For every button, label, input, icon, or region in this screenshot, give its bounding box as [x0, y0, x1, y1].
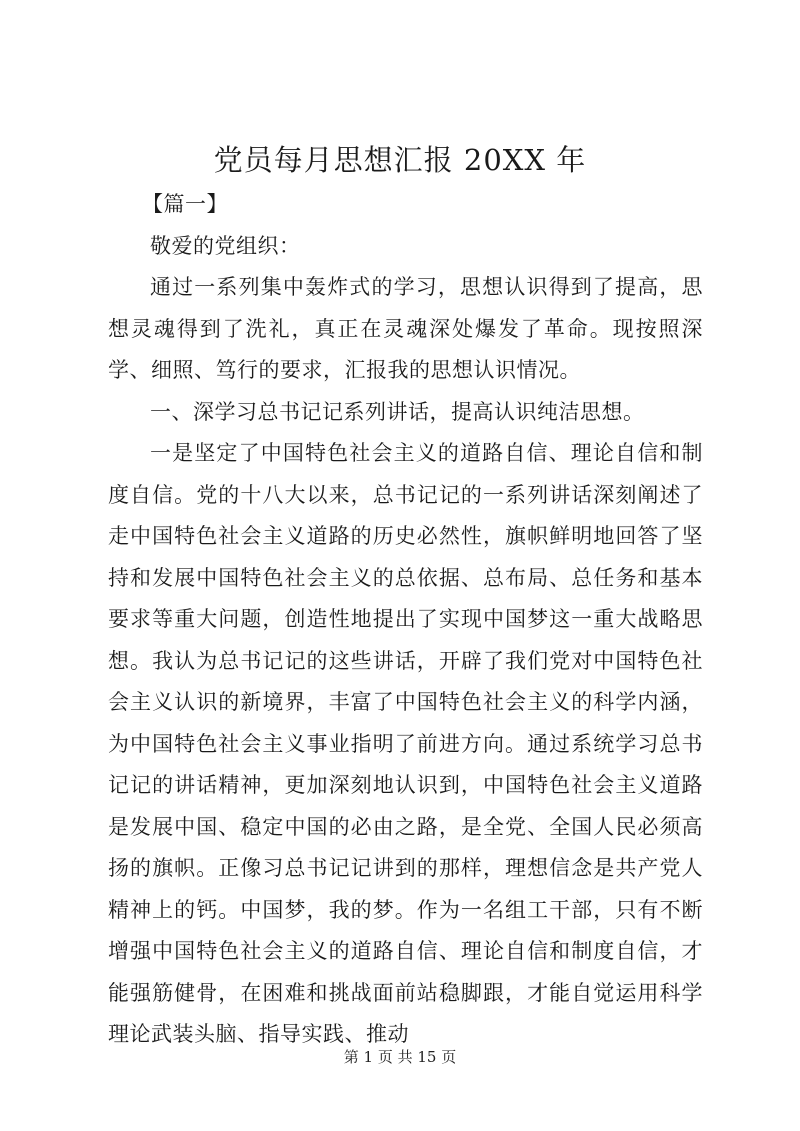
document-body [108, 184, 703, 1056]
document-title: 党员每月思想汇报 20XX 年 [213, 143, 587, 177]
paragraph: 一是坚定了中国特色社会主义的道路自信、理论自信和制度自信。党的十八大以来，总书记记的一系列讲话深刻阐述了走中国特色社会主义道路的历史必然性，旗帜鲜明地回答了坚持和发展中国特色社会主义的总依据、总布局、总任务和基本要求等重大问题，创造性地提出了实现中国梦这一重大战略思想。我认为总书记记的这些讲话，开辟了我们党对中国特色社会主义认识的新境界，丰富了中国特色社会主义的科学内涵，为中国特色社会主义事业指明了前进方向。通过系统学习总书记记的讲话精神，更加深刻地认识到，中国特色社会主义道路是发展中国、稳定中国的必由之路，是全党、全国人民必须高扬的旗帜。正像习总书记记讲到的那样，理想信念是共产党人精神上的钙。中国梦，我的梦。作为一名组工干部，只有不断增强中国特色社会主义的道路自信、理论自信和制度自信，才能强筋健骨，在困难和挑战面前站稳脚跟，才能自觉运用科学理论武装头脑、指导实践、推动 [108, 441, 703, 1046]
paragraph: 通过一系列集中轰炸式的学习，思想认识得到了提高，思想灵魂得到了洗礼，真正在灵魂深处爆发了革命。现按照深学、细照、笃行的要求，汇报我的思想认识情况。 [108, 275, 703, 382]
section-tag: 【篇一】 [142, 192, 228, 216]
section-heading: 一、深学习总书记记系列讲话，提高认识纯洁思想。 [150, 399, 645, 424]
salutation: 敬爱的党组织： [150, 233, 301, 258]
page-footer: 第 1 页 共 15 页 [343, 1048, 457, 1066]
